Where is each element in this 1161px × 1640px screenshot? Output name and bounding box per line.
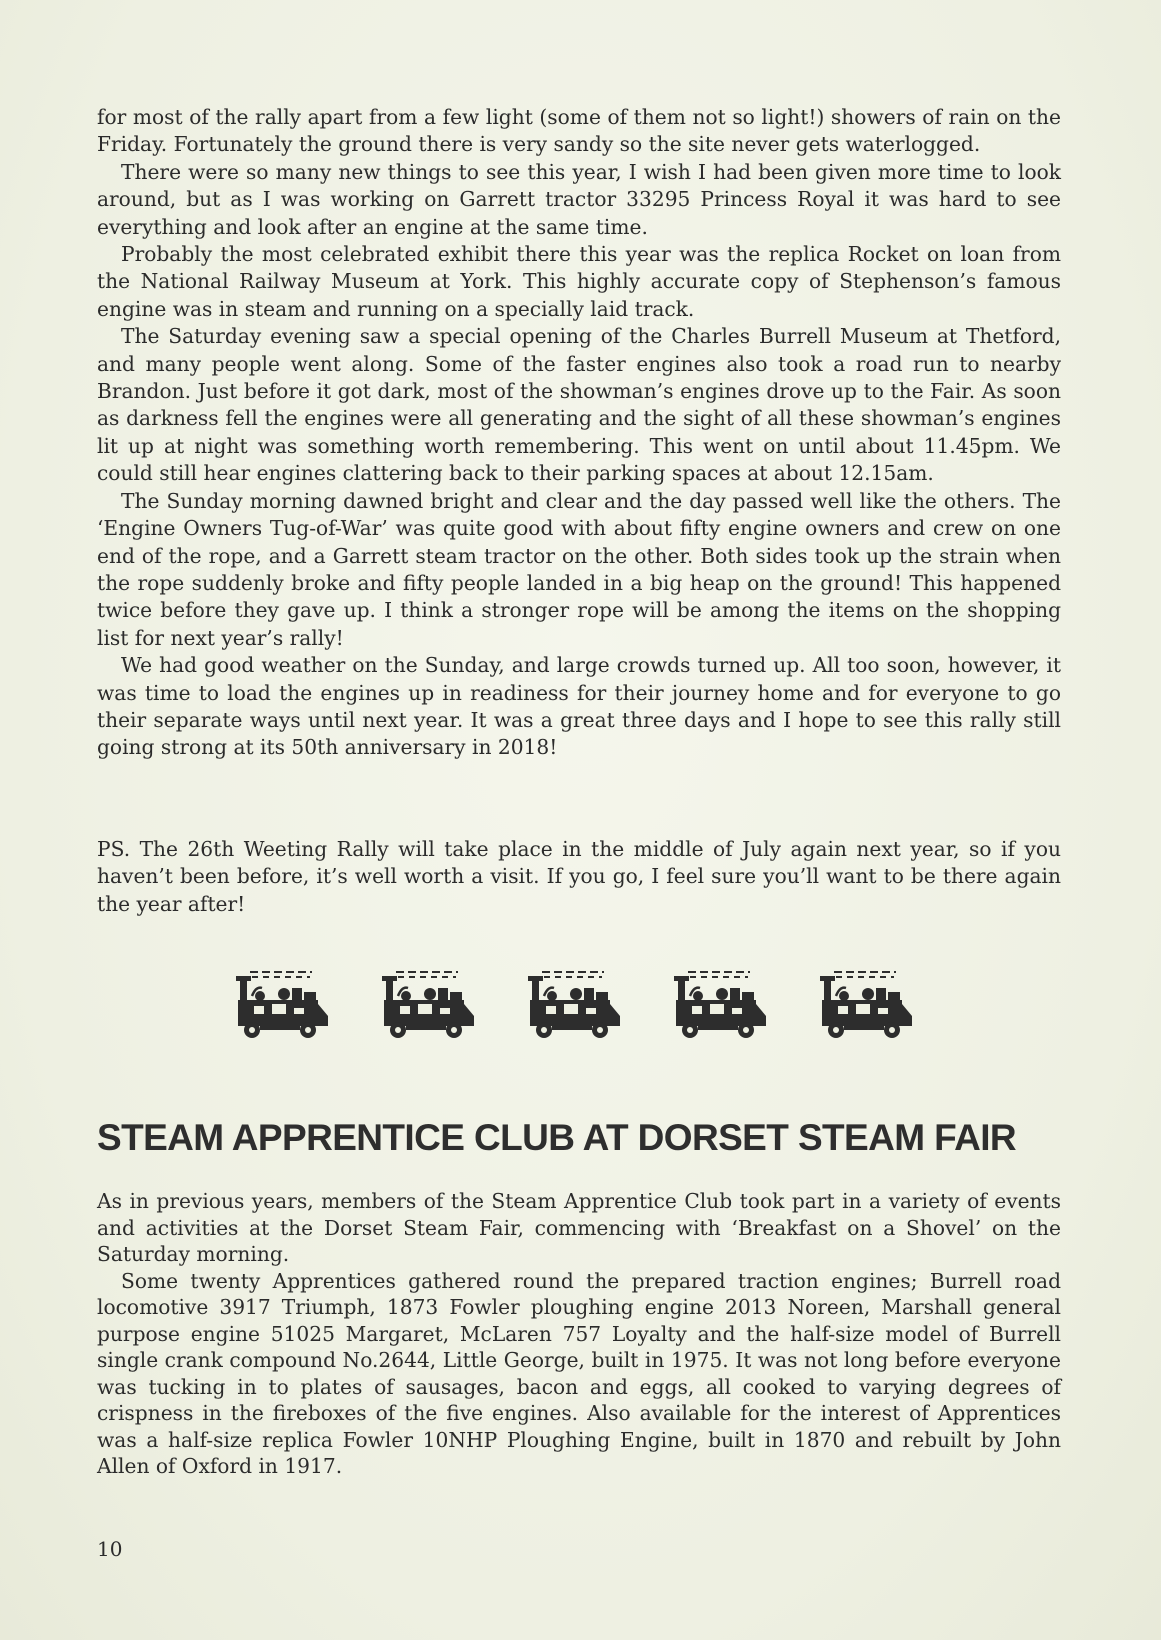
ornament-row xyxy=(232,966,932,1046)
paragraph: We had good weather on the Sunday, and large crowds turned up. All too soon, however, it was time to load the engines up in readiness for their journey home and for everyone to go their separate ways until next year. It was a great three days and I hope to see this rally still going strong at its 50th anniversary in 2018! xyxy=(97,653,1061,760)
traction-engine-icon xyxy=(378,966,478,1046)
paragraph: The Sunday morning dawned bright and clear and the day passed well like the others. The ‘Engine Owners Tug-of-War’ was quite good with about fifty engine owners and crew on one end of the rope, and a Garrett steam tractor on the other. Both sides took up the strain when the rope suddenly broke and fifty people landed in a big heap on the ground! This happened twice before they gave up. I think a stronger rope will be among the items on the shopping list for next year’s rally! xyxy=(97,488,1061,650)
paragraph: As in previous years, members of the Steam Apprentice Club took part in a variety of events and activities at the Dorset Steam Fair, commencing with ‘Breakfast on a Shovel’ on the Saturday morning. xyxy=(97,1189,1061,1266)
traction-engine-icon xyxy=(524,966,624,1046)
paragraph: Probably the most celebrated exhibit there this year was the replica Rocket on loan from the National Railway Museum at York. This highly accurate copy of Stephenson’s famous engine was in steam and running on a specially laid track. xyxy=(97,242,1061,321)
postscript-text: PS. The 26th Weeting Rally will take place in the middle of July again next year, so if you haven’t been before, it’s well worth a visit. If you go, I feel sure you’ll want to be there again the year after! xyxy=(97,837,1061,916)
section-body xyxy=(97,1188,1061,1480)
traction-engine-icon xyxy=(670,966,770,1046)
postscript xyxy=(97,836,1061,918)
traction-engine-icon xyxy=(232,966,332,1046)
article-body xyxy=(97,104,1061,762)
paragraph: for most of the rally apart from a few light (some of them not so light!) showers of rain on the Friday. Fortunately the ground there is very sandy so the site never gets waterlogged. xyxy=(97,105,1061,157)
page-number: 10 xyxy=(97,1537,123,1561)
section-heading: STEAM APPRENTICE CLUB AT DORSET STEAM FAIR xyxy=(97,1117,1017,1158)
traction-engine-icon xyxy=(816,966,916,1046)
paragraph: The Saturday evening saw a special opening of the Charles Burrell Museum at Thetford, and many people went along. Some of the faster engines also took a road run to nearby Brandon. Just before it got dark, most of the showman’s engines drove up to the Fair. As soon as darkness fell the engines were all generating and the sight of all these showman’s engines lit up at night was something worth remembering. This went on until about 11.45pm. We could still hear engines clattering back to their parking spaces at about 12.15am. xyxy=(97,324,1061,486)
paragraph: There were so many new things to see this year, I wish I had been given more time to look around, but as I was working on Garrett tractor 33295 Princess Royal it was hard to see everything and look after an engine at the same time. xyxy=(97,159,1061,239)
paragraph: Some twenty Apprentices gathered round the prepared traction engines; Burrell road locomotive 3917 Triumph, 1873 Fowler ploughing engine 2013 Noreen, Marshall general purpose engine 51025 Margaret, McLaren 757 Loyalty and the half-size model of Burrell single crank compound No.2644, Little George, built in 1975. It was not long before everyone was tucking in to plates of sausages, bacon and eggs, all cooked to varying degrees of crispness in the fireboxes of the five engines. Also available for the interest of Apprentices was a half-size replica Fowler 10NHP Ploughing Engine, built in 1870 and rebuilt by John Allen of Oxford in 1917. xyxy=(97,1268,1061,1478)
